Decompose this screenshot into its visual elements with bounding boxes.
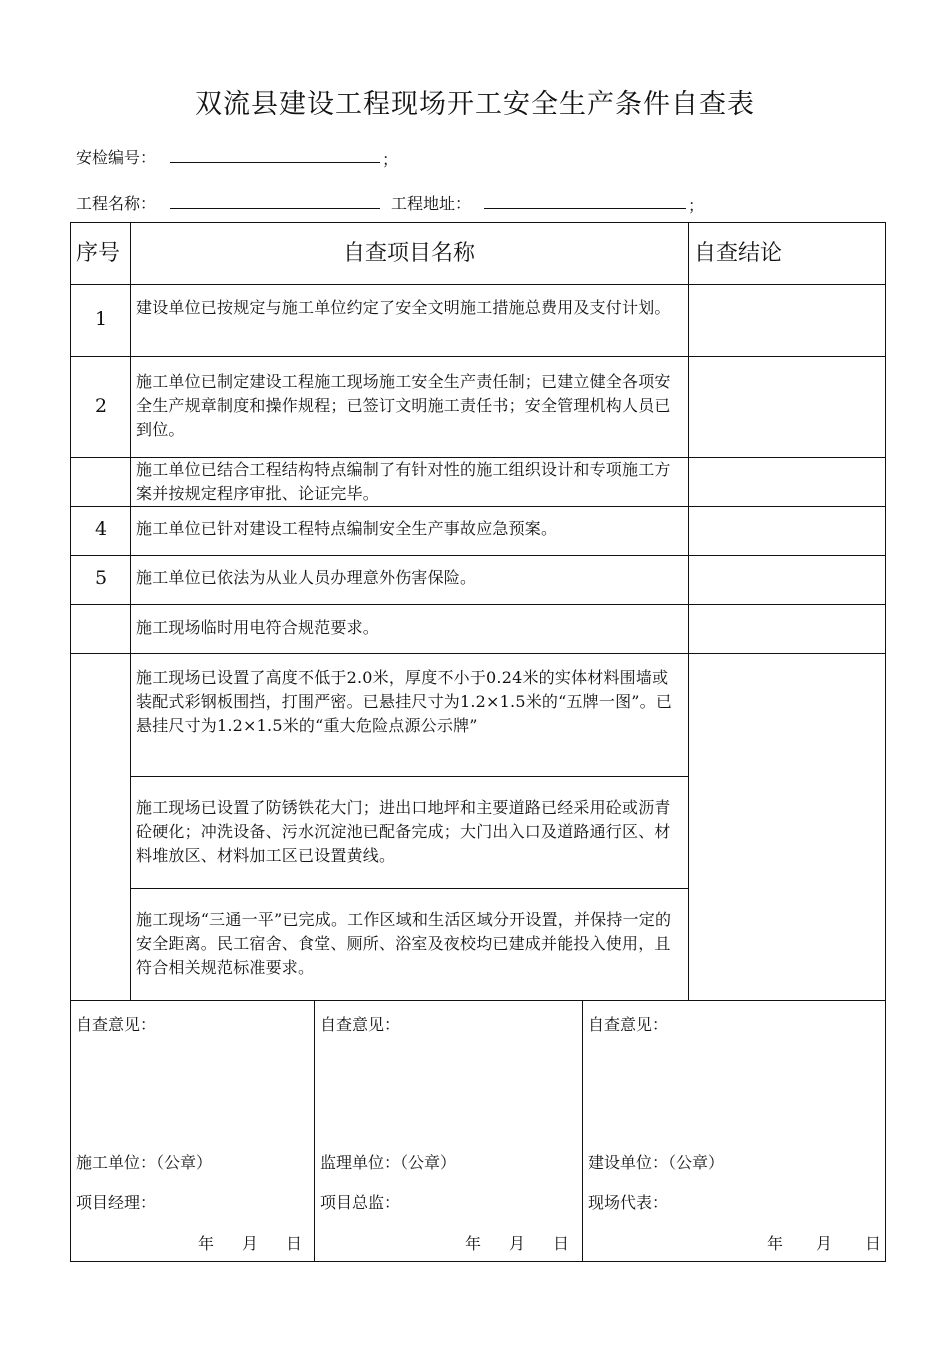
result-cell[interactable] xyxy=(690,655,884,999)
date-day: 日 xyxy=(865,1234,882,1253)
header-item: 自查项目名称 xyxy=(342,241,475,266)
row-divider xyxy=(70,284,886,285)
date-month: 月 xyxy=(242,1234,259,1253)
signatory-label: 现场代表： xyxy=(588,1193,669,1212)
date-month: 月 xyxy=(816,1234,833,1253)
checklist-item-text: 施工单位已结合工程结构特点编制了有针对性的施工组织设计和专项施工方案并按规定程序审批、论证完毕。 xyxy=(136,460,671,503)
result-cell[interactable] xyxy=(690,606,884,652)
row-divider xyxy=(70,356,886,357)
checklist-item-text: 施工现场临时用电符合规范要求。 xyxy=(136,618,380,637)
inspection-no-field[interactable] xyxy=(170,162,380,163)
result-cell[interactable] xyxy=(690,358,884,456)
date-day: 日 xyxy=(286,1234,303,1253)
header-result: 自查结论 xyxy=(694,241,783,266)
row-divider xyxy=(70,1000,886,1001)
unit-seal-label: 施工单位：（公章） xyxy=(76,1153,213,1172)
checklist-item-text: 施工单位已依法为从业人员办理意外伤害保险。 xyxy=(136,568,477,587)
date-year: 年 xyxy=(767,1234,784,1253)
semicolon: ； xyxy=(688,196,705,215)
row-number: 5 xyxy=(94,567,108,589)
opinion-label: 自查意见： xyxy=(588,1015,669,1034)
checklist-item-text: 施工现场已设置了高度不低于2.0米，厚度不小于0.24米的实体材料围墙或装配式彩钢板围挡，打围严密。已悬挂尺寸为1.2×1.5米的“五牌一图”。已悬挂尺寸为1.2×1.5米的“重大危险点源公示牌” xyxy=(136,668,673,735)
date-line xyxy=(198,1231,302,1254)
page-title: 双流县建设工程现场开工安全生产条件自查表 xyxy=(195,89,755,120)
checklist-item-text: 施工单位已制定建设工程施工现场施工安全生产责任制；已建立健全各项安全生产规章制度和操作规程；已签订文明施工责任书；安全管理机构人员已到位。 xyxy=(136,372,671,439)
inspection-no-label: 安检编号： xyxy=(76,148,157,167)
date-line xyxy=(465,1231,569,1254)
opinion-label: 自查意见： xyxy=(76,1015,157,1034)
project-name-label: 工程名称： xyxy=(76,194,157,213)
date-year: 年 xyxy=(198,1234,215,1253)
row-divider xyxy=(70,506,886,507)
semicolon: ； xyxy=(382,150,399,169)
table-border-top xyxy=(70,222,886,223)
header-no: 序号 xyxy=(76,241,121,266)
column-divider xyxy=(688,222,689,1001)
result-cell[interactable] xyxy=(690,286,884,355)
signatory-label: 项目经理： xyxy=(76,1193,157,1212)
date-month: 月 xyxy=(509,1234,526,1253)
row-divider xyxy=(70,604,886,605)
column-divider xyxy=(130,222,131,1001)
checklist-item-text: 施工现场已设置了防锈铁花大门；进出口地坪和主要道路已经采用砼或沥青砼硬化；冲洗设备、污水沉淀池已配备完成；大门出入口及道路通行区、材料堆放区、材料加工区已设置黄线。 xyxy=(136,798,671,865)
table-border-left xyxy=(70,222,71,1262)
project-address-field[interactable] xyxy=(484,208,686,209)
checklist-item-text: 施工现场“三通一平”已完成。工作区域和生活区域分开设置，并保持一定的安全距离。民工宿舍、食堂、厕所、浴室及夜校均已建成并能投入使用，且符合相关规范标准要求。 xyxy=(136,910,672,977)
row-number: 4 xyxy=(94,518,108,540)
date-line xyxy=(767,1231,881,1254)
unit-seal-label: 监理单位：（公章） xyxy=(320,1153,457,1172)
unit-seal-label: 建设单位：（公章） xyxy=(588,1153,725,1172)
checklist-item-text: 施工单位已针对建设工程特点编制安全生产事故应急预案。 xyxy=(136,519,558,538)
subrow-divider xyxy=(130,888,689,889)
table-border-bottom xyxy=(70,1261,886,1262)
project-address-label: 工程地址： xyxy=(391,194,472,213)
row-divider xyxy=(70,555,886,556)
opinion-label: 自查意见： xyxy=(320,1015,401,1034)
checklist-item-text: 建设单位已按规定与施工单位约定了安全文明施工措施总费用及支付计划。 xyxy=(136,298,671,317)
result-cell[interactable] xyxy=(690,508,884,554)
table-border-right xyxy=(885,222,886,1262)
column-divider xyxy=(582,1000,583,1262)
result-cell[interactable] xyxy=(690,557,884,603)
row-number: 1 xyxy=(94,308,108,330)
column-divider xyxy=(314,1000,315,1262)
row-divider xyxy=(70,653,886,654)
subrow-divider xyxy=(130,776,689,777)
row-number: 2 xyxy=(94,395,108,417)
date-day: 日 xyxy=(553,1234,570,1253)
signatory-label: 项目总监： xyxy=(320,1193,401,1212)
result-cell[interactable] xyxy=(690,459,884,505)
project-name-field[interactable] xyxy=(170,208,380,209)
date-year: 年 xyxy=(465,1234,482,1253)
